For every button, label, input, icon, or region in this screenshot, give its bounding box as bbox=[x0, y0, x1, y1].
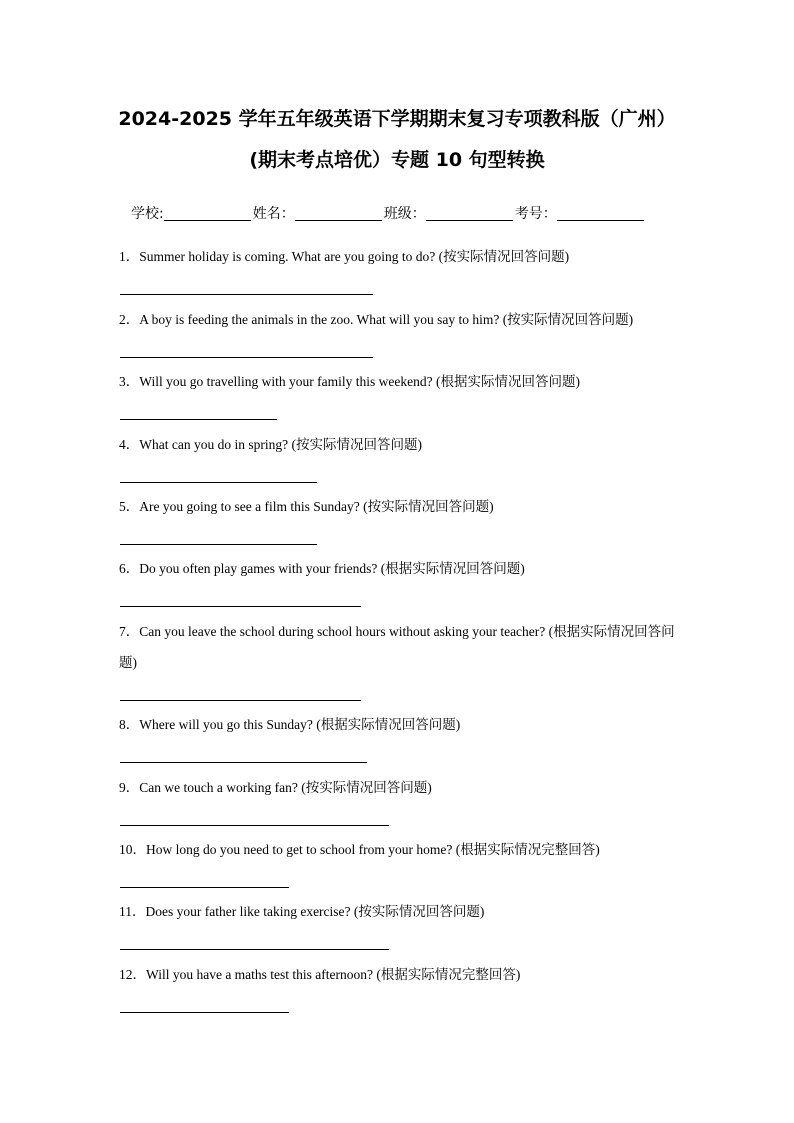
question-text: Can you leave the school during school hours without asking your teacher? (根据实际情况回答问题) bbox=[119, 624, 675, 670]
question-text: Will you go travelling with your family this weekend? (根据实际情况回答问题) bbox=[139, 374, 581, 389]
question-text: Do you often play games with your friends? (根据实际情况回答问题) bbox=[139, 561, 525, 576]
answer-line-6[interactable] bbox=[120, 606, 361, 607]
answer-line-8[interactable] bbox=[120, 762, 367, 763]
answer-line-2[interactable] bbox=[120, 357, 373, 358]
exam-id-blank[interactable] bbox=[557, 219, 644, 221]
question-number: 4． bbox=[119, 437, 140, 452]
question-7 bbox=[119, 616, 679, 678]
question-text: Summer holiday is coming. What are you going to do? (按实际情况回答问题) bbox=[139, 249, 570, 264]
question-number: 5． bbox=[119, 499, 140, 514]
question-number: 3． bbox=[119, 374, 140, 389]
answer-line-1[interactable] bbox=[120, 294, 373, 295]
question-text: Are you going to see a film this Sunday? (按实际情况回答问题) bbox=[139, 499, 494, 514]
question-8 bbox=[119, 709, 679, 740]
question-text: How long do you need to get to school from your home? (根据实际情况完整回答) bbox=[146, 842, 600, 857]
question-number: 7． bbox=[119, 624, 140, 639]
question-6 bbox=[119, 553, 679, 584]
question-2 bbox=[119, 304, 679, 335]
page-title-line-2: (期末考点培优）专题 10 句型转换 bbox=[249, 149, 545, 171]
exam-id-label: 考号： bbox=[514, 206, 557, 222]
answer-line-10[interactable] bbox=[120, 887, 289, 888]
question-number: 10． bbox=[119, 842, 146, 857]
question-1 bbox=[119, 241, 679, 272]
school-blank[interactable] bbox=[164, 219, 251, 221]
answer-line-7[interactable] bbox=[120, 700, 361, 701]
question-number: 8． bbox=[119, 717, 140, 732]
question-text: A boy is feeding the animals in the zoo. What will you say to him? (按实际情况回答问题) bbox=[139, 312, 634, 327]
name-blank[interactable] bbox=[295, 219, 382, 221]
question-text: What can you do in spring? (按实际情况回答问题) bbox=[139, 437, 422, 452]
question-text: Where will you go this Sunday? (根据实际情况回答问题) bbox=[139, 717, 461, 732]
question-number: 2． bbox=[119, 312, 140, 327]
question-11 bbox=[119, 896, 679, 927]
answer-line-9[interactable] bbox=[120, 825, 389, 826]
question-text: Will you have a maths test this afternoon? (根据实际情况完整回答) bbox=[146, 967, 521, 982]
question-4 bbox=[119, 429, 679, 460]
question-text: Can we touch a working fan? (按实际情况回答问题) bbox=[139, 780, 432, 795]
question-text: Does your father like taking exercise? (按实际情况回答问题) bbox=[145, 904, 485, 919]
page-title-line-1: 2024-2025 学年五年级英语下学期期末复习专项教科版（广州） bbox=[118, 108, 676, 130]
answer-line-11[interactable] bbox=[120, 949, 389, 950]
question-number: 6． bbox=[119, 561, 140, 576]
school-label: 学校: bbox=[131, 206, 164, 222]
question-5 bbox=[119, 491, 679, 522]
question-10 bbox=[119, 834, 679, 865]
question-number: 1． bbox=[119, 249, 140, 264]
question-number: 12． bbox=[119, 967, 146, 982]
answer-line-3[interactable] bbox=[120, 419, 277, 420]
answer-line-5[interactable] bbox=[120, 544, 317, 545]
question-9 bbox=[119, 772, 679, 803]
answer-line-4[interactable] bbox=[120, 482, 317, 483]
class-label: 班级： bbox=[383, 206, 426, 222]
question-number: 9． bbox=[119, 780, 140, 795]
name-label: 姓名： bbox=[252, 206, 295, 222]
class-blank[interactable] bbox=[426, 219, 513, 221]
question-number: 11． bbox=[119, 904, 146, 919]
question-12 bbox=[119, 959, 679, 990]
student-info-row bbox=[131, 201, 646, 223]
question-3 bbox=[119, 366, 679, 397]
answer-line-12[interactable] bbox=[120, 1012, 289, 1013]
